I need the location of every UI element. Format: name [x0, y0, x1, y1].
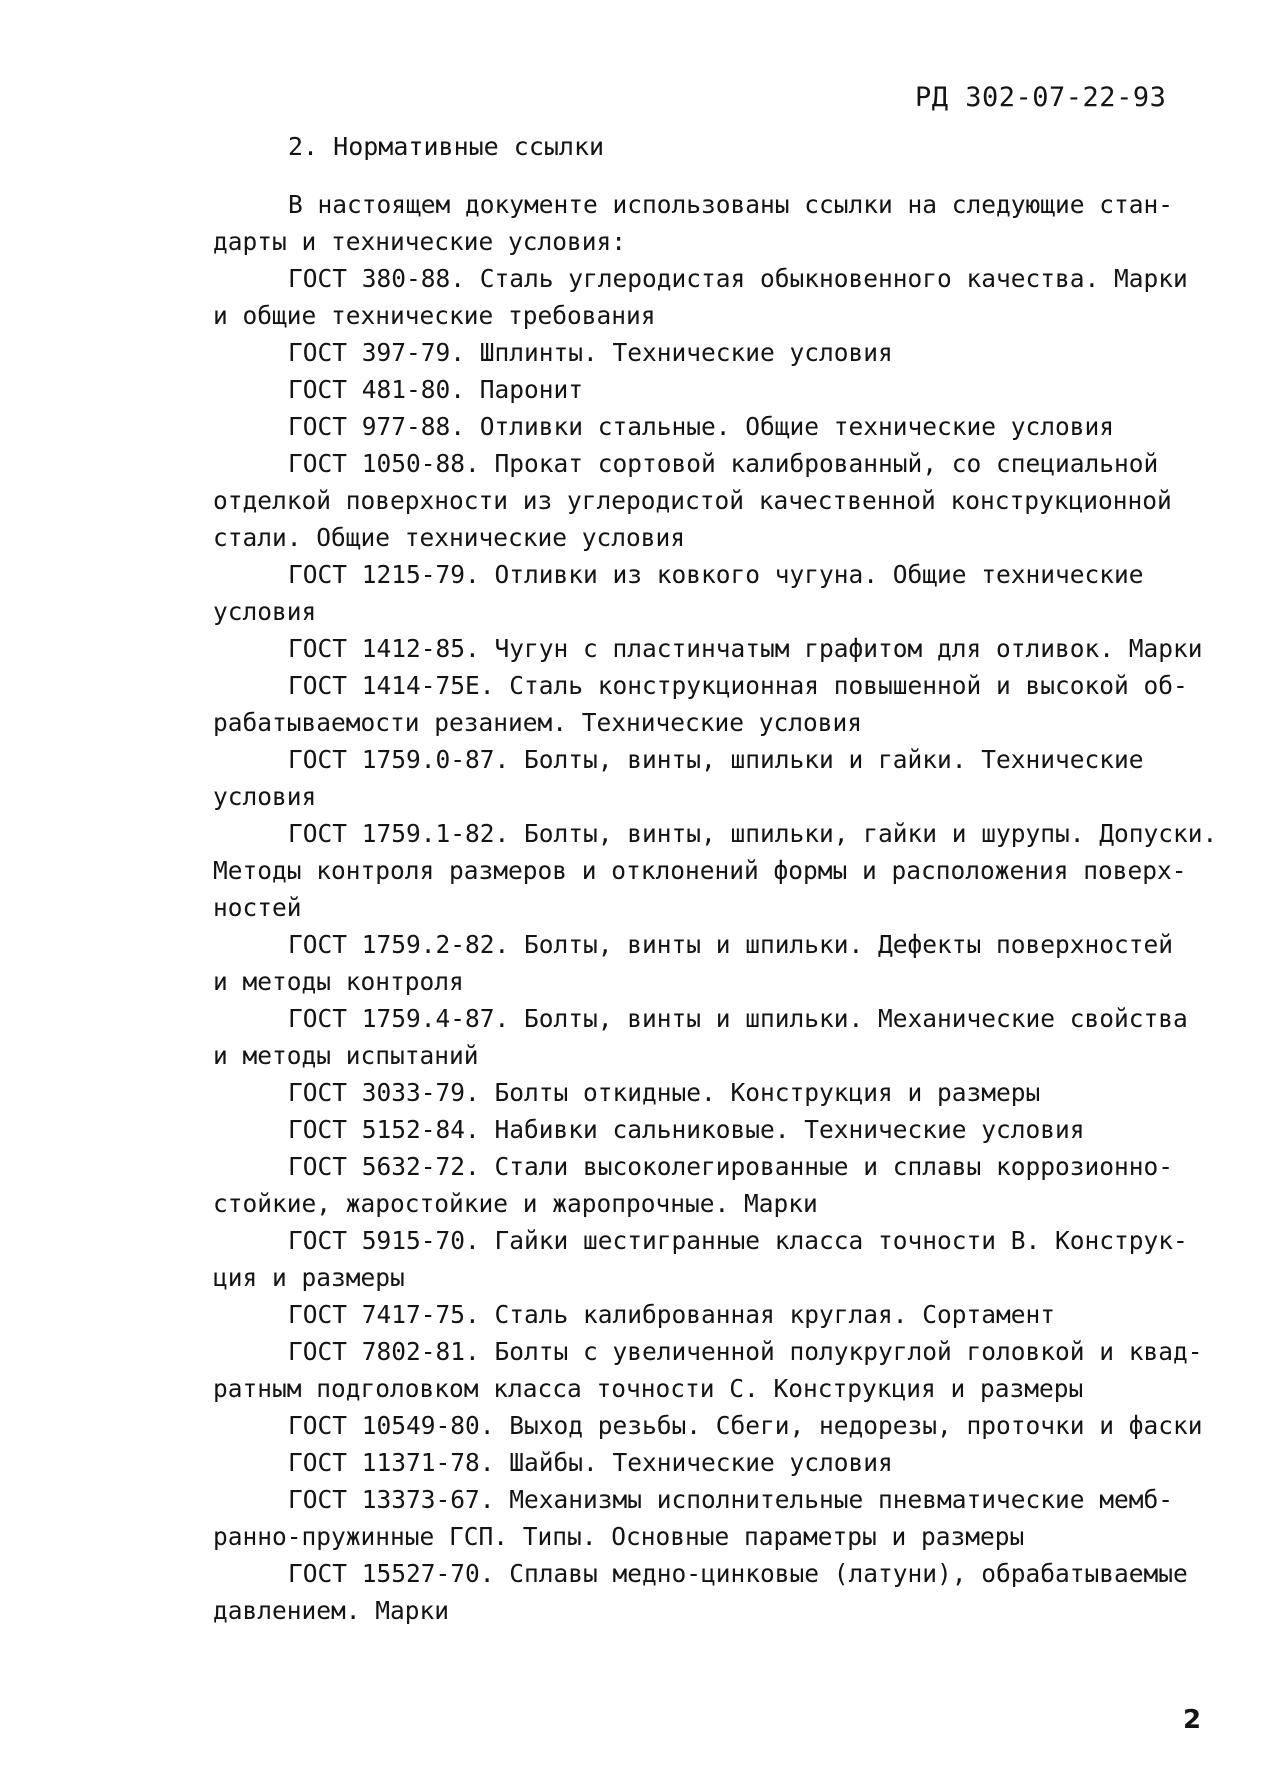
reference-line: ГОСТ 7802-81. Болты с увеличенной полукруглой головкой и квад- — [288, 1337, 1203, 1366]
section-title: 2. Нормативные ссылки — [288, 132, 605, 161]
reference-continuation-line: давлением. Марки — [213, 1596, 450, 1625]
reference-line: В настоящем документе использованы ссылки на следующие стан- — [288, 190, 1174, 219]
reference-continuation-line: ранно-пружинные ГСП. Типы. Основные параметры и размеры — [213, 1522, 1025, 1551]
reference-line: ГОСТ 977-88. Отливки стальные. Общие технические условия — [288, 412, 1115, 441]
reference-continuation-line: стали. Общие технические условия — [213, 523, 686, 552]
reference-continuation-line: условия — [213, 782, 317, 811]
reference-line: ГОСТ 1759.1-82. Болты, винты, шпильки, гайки и шурупы. Допуски. — [288, 819, 1218, 848]
reference-continuation-line: Методы контроля размеров и отклонений формы и расположения поверх- — [213, 856, 1187, 885]
reference-line: ГОСТ 1050-88. Прокат сортовой калиброванный, со специальной — [288, 449, 1159, 478]
reference-continuation-line: условия — [213, 597, 317, 626]
reference-continuation-line: ратным подголовком класса точности С. Конструкция и размеры — [213, 1374, 1084, 1403]
reference-line: ГОСТ 3033-79. Болты откидные. Конструкция и размеры — [288, 1078, 1041, 1107]
reference-line: ГОСТ 7417-75. Сталь калиброванная круглая. Сортамент — [288, 1300, 1056, 1329]
reference-continuation-line: рабатываемости резанием. Технические условия — [213, 708, 863, 737]
reference-line: ГОСТ 11371-78. Шайбы. Технические условия — [288, 1448, 893, 1477]
reference-line: ГОСТ 13373-67. Механизмы исполнительные пневматические мемб- — [288, 1485, 1174, 1514]
reference-line: ГОСТ 1759.0-87. Болты, винты, шпильки и гайки. Технические — [288, 745, 1144, 774]
reference-continuation-line: и методы испытаний — [213, 1041, 479, 1070]
reference-continuation-line: и методы контроля — [213, 967, 464, 996]
reference-line: ГОСТ 397-79. Шплинты. Технические условия — [288, 338, 893, 367]
reference-line: ГОСТ 1412-85. Чугун с пластинчатым графитом для отливок. Марки — [288, 634, 1203, 663]
reference-continuation-line: отделкой поверхности из углеродистой качественной конструкционной — [213, 486, 1172, 515]
reference-line: ГОСТ 1759.4-87. Болты, винты и шпильки. Механические свойства — [288, 1004, 1188, 1033]
reference-continuation-line: стойкие, жаростойкие и жаропрочные. Марки — [213, 1189, 818, 1218]
page-number: 2 — [1183, 1705, 1202, 1735]
reference-continuation-line: ция и размеры — [213, 1263, 405, 1292]
reference-line: ГОСТ 5632-72. Стали высоколегированные и сплавы коррозионно- — [288, 1152, 1174, 1181]
reference-line: ГОСТ 10549-80. Выход резьбы. Сбеги, недорезы, проточки и фаски — [288, 1411, 1203, 1440]
reference-line: ГОСТ 15527-70. Сплавы медно-цинковые (латуни), обрабатываемые — [288, 1559, 1188, 1588]
reference-line: ГОСТ 380-88. Сталь углеродистая обыкновенного качества. Марки — [288, 264, 1188, 293]
reference-continuation-line: дарты и технические условия: — [213, 227, 627, 256]
reference-continuation-line: ностей — [213, 893, 302, 922]
references-list — [213, 186, 1253, 1629]
reference-continuation-line: и общие технические требования — [213, 301, 656, 330]
reference-line: ГОСТ 5152-84. Набивки сальниковые. Технические условия — [288, 1115, 1085, 1144]
reference-line: ГОСТ 1215-79. Отливки из ковкого чугуна. Общие технические — [288, 560, 1144, 589]
reference-line: ГОСТ 1759.2-82. Болты, винты и шпильки. Дефекты поверхностей — [288, 930, 1174, 959]
document-code: РД 302-07-22-93 — [915, 82, 1167, 113]
reference-line: ГОСТ 1414-75Е. Сталь конструкционная повышенной и высокой об- — [288, 671, 1188, 700]
reference-line: ГОСТ 481-80. Паронит — [288, 375, 584, 404]
reference-line: ГОСТ 5915-70. Гайки шестигранные класса точности В. Конструк- — [288, 1226, 1188, 1255]
